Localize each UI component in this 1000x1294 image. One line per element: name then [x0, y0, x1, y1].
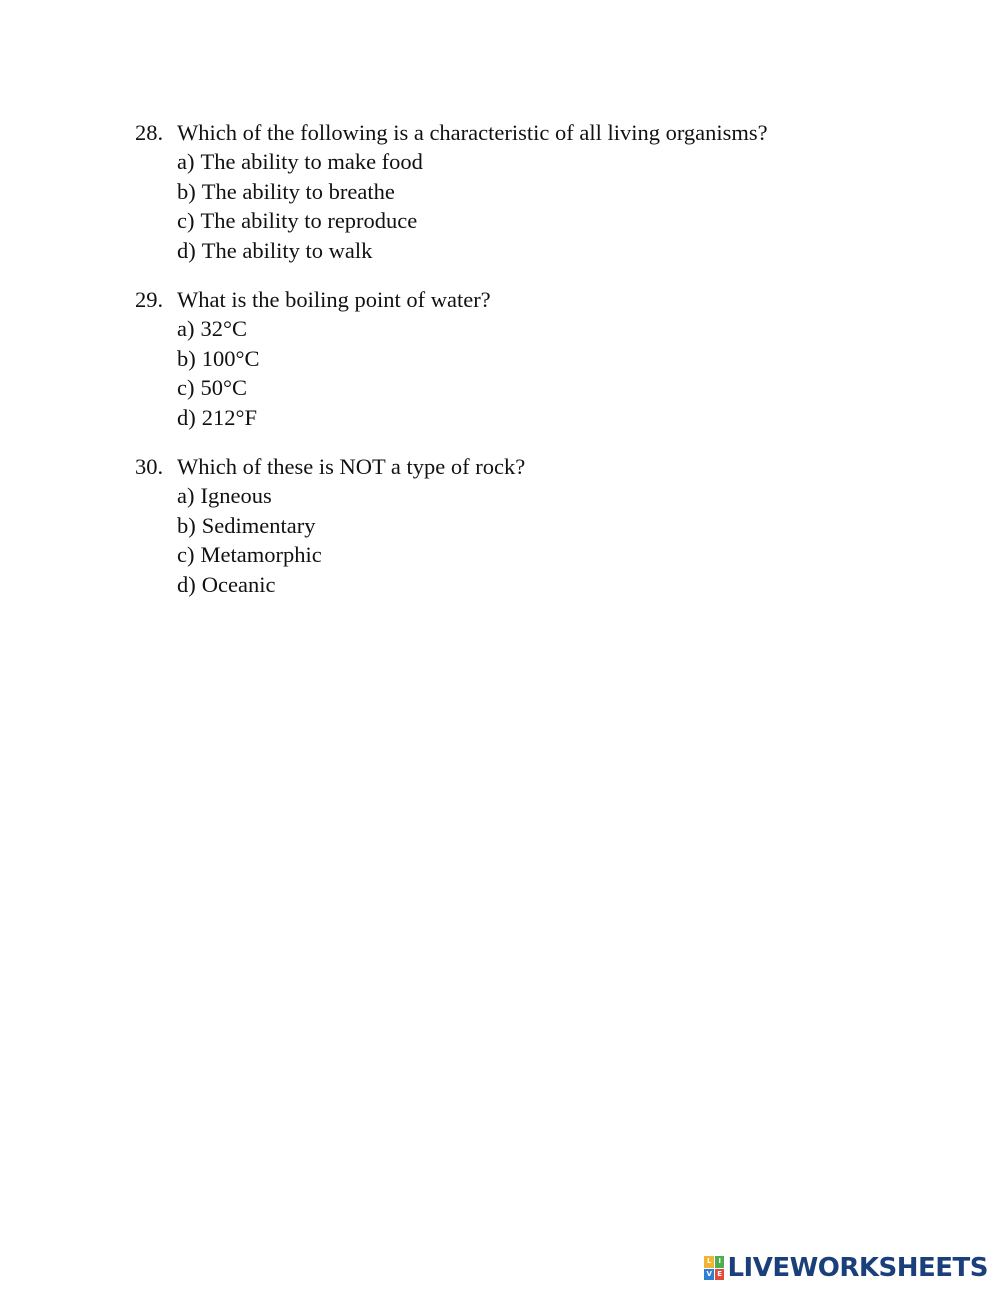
logo-text: LIVEWORKSHEETS — [727, 1253, 988, 1283]
question-line — [135, 452, 895, 481]
option-letter: d) — [177, 571, 196, 597]
liveworksheets-logo — [704, 1254, 988, 1282]
option-d — [177, 236, 895, 265]
option-letter: a) — [177, 149, 195, 175]
option-letter: a) — [177, 483, 195, 509]
option-text: Oceanic — [201, 571, 276, 597]
question-28 — [135, 118, 895, 265]
option-letter: c) — [177, 375, 195, 401]
option-b — [177, 511, 895, 540]
logo-badge-letter: L — [704, 1256, 714, 1268]
option-text: 212°F — [201, 404, 258, 430]
option-d — [177, 570, 895, 599]
question-29 — [135, 285, 895, 432]
option-b — [177, 344, 895, 373]
logo-badge-letter: I — [715, 1256, 725, 1268]
question-text: What is the boiling point of water? — [177, 287, 491, 312]
option-text: Metamorphic — [200, 542, 322, 568]
option-text: 32°C — [200, 316, 247, 342]
option-letter: b) — [177, 345, 196, 371]
option-letter: c) — [177, 542, 195, 568]
option-b — [177, 177, 895, 206]
option-a — [177, 481, 895, 510]
question-30 — [135, 452, 895, 599]
options-list — [177, 481, 895, 599]
option-c — [177, 373, 895, 402]
option-letter: d) — [177, 404, 196, 430]
question-text: Which of the following is a characteristic of all living organisms? — [177, 120, 768, 145]
question-line — [135, 285, 895, 314]
question-number: 30. — [135, 454, 164, 479]
option-letter: d) — [177, 237, 196, 263]
option-c — [177, 206, 895, 235]
option-text: Igneous — [200, 483, 272, 509]
option-letter: a) — [177, 316, 195, 342]
question-number: 28. — [135, 120, 164, 145]
question-number: 29. — [135, 287, 164, 312]
option-letter: c) — [177, 208, 195, 234]
question-text: Which of these is NOT a type of rock? — [177, 454, 526, 479]
option-text: Sedimentary — [201, 512, 316, 538]
option-text: The ability to breathe — [201, 178, 395, 204]
logo-badge-letter: E — [715, 1269, 725, 1281]
options-list — [177, 314, 895, 432]
option-d — [177, 403, 895, 432]
option-a — [177, 314, 895, 343]
question-line — [135, 118, 895, 147]
option-text: The ability to reproduce — [200, 208, 418, 234]
options-list — [177, 147, 895, 265]
option-letter: b) — [177, 178, 196, 204]
option-c — [177, 540, 895, 569]
logo-badge-letter: V — [704, 1269, 714, 1281]
option-text: 100°C — [201, 345, 260, 371]
option-text: The ability to walk — [201, 237, 373, 263]
option-a — [177, 147, 895, 176]
option-letter: b) — [177, 512, 196, 538]
option-text: 50°C — [200, 375, 247, 401]
option-text: The ability to make food — [200, 149, 423, 175]
logo-badge-icon — [704, 1256, 724, 1280]
